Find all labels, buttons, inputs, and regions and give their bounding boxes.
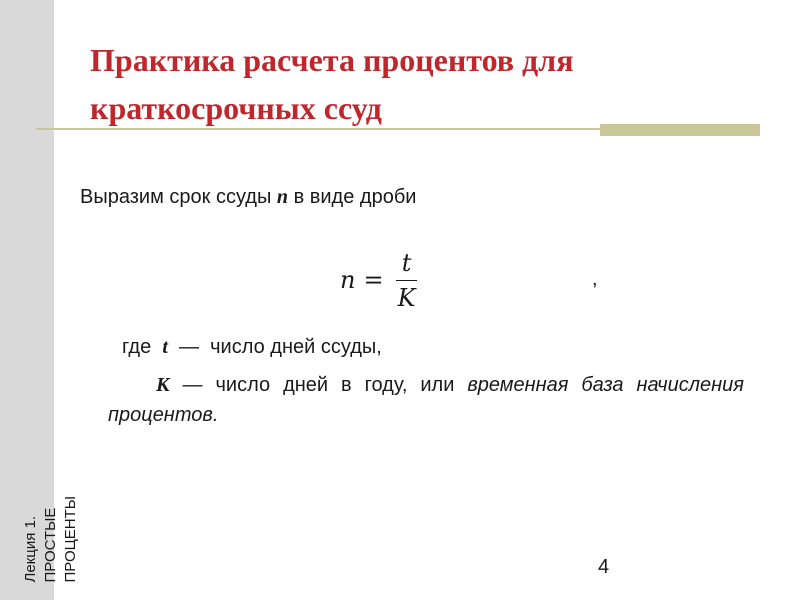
intro-text: Выразим срок ссуды [80,186,272,208]
formula-numerator: t [396,248,418,281]
k-variable: К [156,374,170,396]
intro-tail: в виде дроби [293,186,417,208]
formula-lhs: n [340,266,356,294]
where-variable: t [162,336,168,358]
slide-title: Практика расчета процентов для краткосрочных ссуд [90,42,574,126]
where-text: число дней ссуды, [210,336,382,358]
sidebar-label-line1: Лекция 1. [22,515,39,582]
term-fraction-formula [340,245,422,315]
where-dash: — [179,336,200,358]
formula-fraction [392,248,422,313]
where-line [122,336,382,359]
formula-comma: , [592,268,598,290]
formula-equals: = [363,266,384,294]
intro-variable: n [276,186,289,208]
k-definition-paragraph [108,370,744,430]
title-divider-accent [600,124,760,136]
k-text: — число дней в году, или [182,374,455,396]
intro-sentence [80,186,416,209]
sidebar-lecture-label [21,496,81,583]
title-divider-line [36,128,600,130]
sidebar-label-line2: ПРОСТЫЕ [42,507,59,582]
where-prefix: где [122,336,152,358]
page-number: 4 [598,556,610,578]
k-italic-text: временная база начисления процентов. [108,374,744,426]
formula-denominator: K [397,283,416,312]
sidebar-label-line3: ПРОЦЕНТЫ [62,495,79,582]
